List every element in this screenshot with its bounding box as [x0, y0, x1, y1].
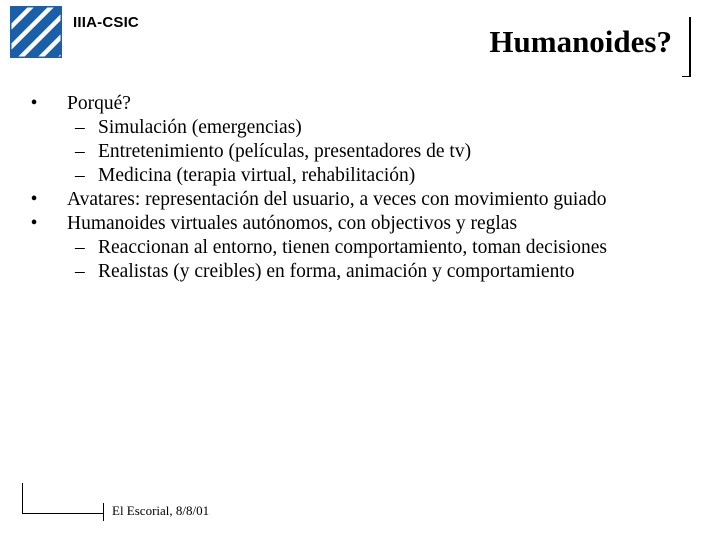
sub-bullet-item	[24, 260, 704, 284]
bullet-item	[24, 188, 704, 212]
footer-text: El Escorial, 8/8/01	[112, 503, 210, 518]
dash-marker: –	[75, 165, 85, 186]
bullet-text: Medicina (terapia virtual, rehabilitación)	[98, 165, 416, 186]
title-rule-vertical	[689, 17, 691, 77]
slide-title: Humanoides?	[489, 24, 672, 59]
footer-rule-horizontal	[22, 513, 104, 514]
bullet-text: Realistas (y creibles) en forma, animación y comportamiento	[98, 261, 575, 282]
bullet-text: Reaccionan al entorno, tienen comportamiento, toman decisiones	[98, 237, 607, 258]
title-rule-horizontal	[682, 76, 691, 77]
bullet-text: Entretenimiento (películas, presentadores de tv)	[98, 141, 472, 162]
bullet-item	[24, 212, 704, 236]
iiia-logo	[10, 6, 62, 58]
dash-marker: –	[75, 261, 85, 282]
footer-rule-vertical	[22, 483, 23, 514]
slide-content	[24, 92, 704, 284]
dash-marker: –	[75, 141, 85, 162]
bullet-item	[24, 92, 704, 116]
sub-bullet-item	[24, 236, 704, 260]
dash-marker: –	[75, 237, 85, 258]
sub-bullet-item	[24, 164, 704, 188]
bullet-text: Humanoides virtuales autónomos, con objectivos y reglas	[67, 213, 518, 234]
sub-bullet-item	[24, 140, 704, 164]
bullet-marker: •	[30, 93, 38, 114]
bullet-text: Simulación (emergencias)	[98, 117, 302, 138]
bullet-marker: •	[30, 189, 38, 210]
footer-tick	[103, 503, 104, 521]
bullet-text: Avatares: representación del usuario, a veces con movimiento guiado	[67, 189, 607, 210]
bullet-text: Porqué?	[67, 93, 131, 114]
sub-bullet-item	[24, 116, 704, 140]
organization-name: IIIA-CSIC	[73, 14, 139, 31]
bullet-marker: •	[30, 213, 38, 234]
dash-marker: –	[75, 117, 85, 138]
